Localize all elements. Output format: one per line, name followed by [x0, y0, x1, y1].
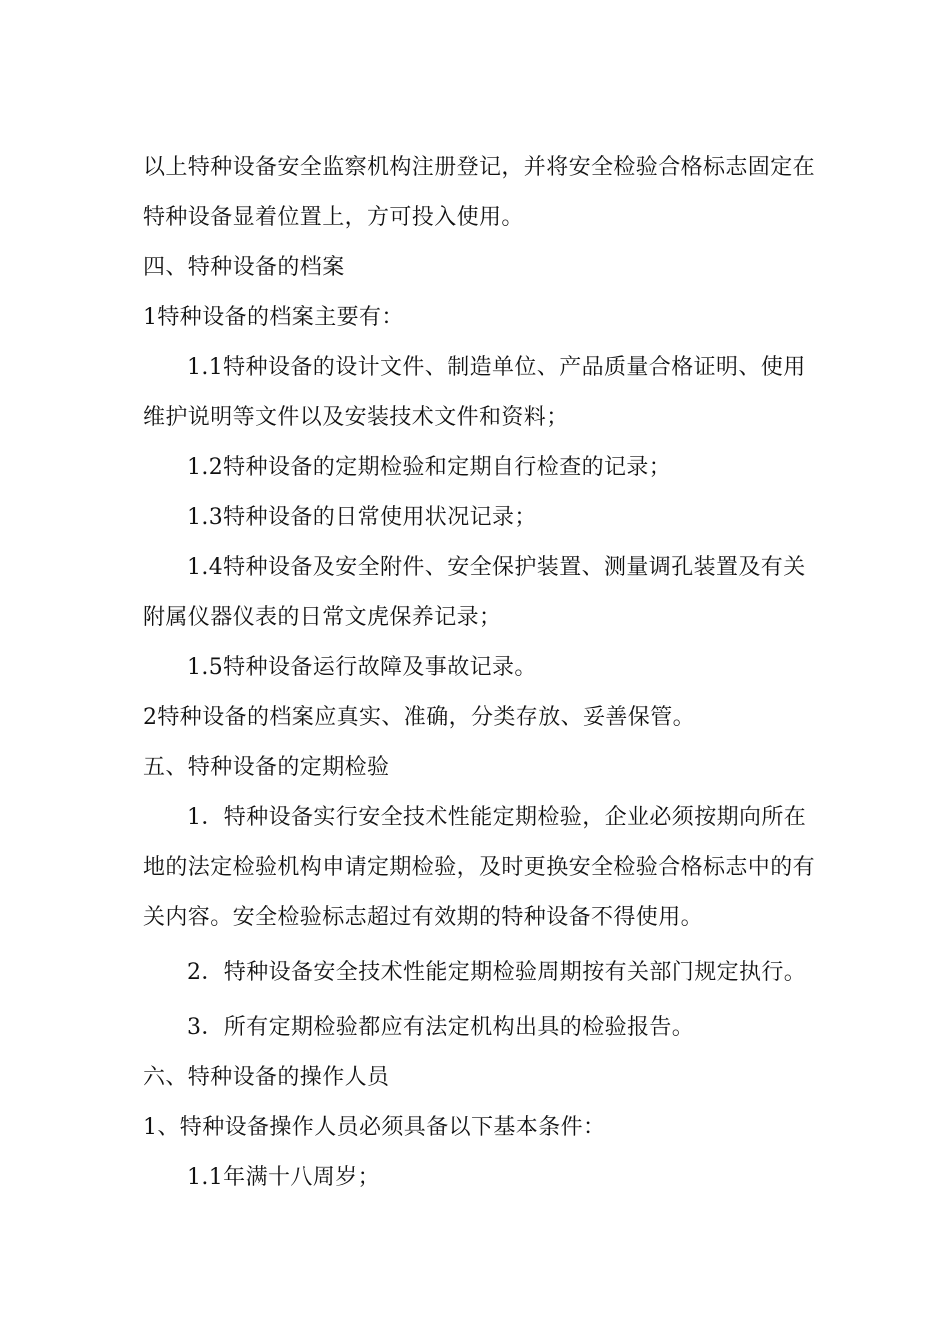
text-line-20: 1、特种设备操作人员必须具备以下基本条件：: [143, 1115, 606, 1140]
text-line-11: 1.5特种设备运行故障及事故记录。: [187, 655, 537, 680]
text-line-16: 关内容。安全检验标志超过有效期的特种设备不得使用。: [143, 905, 704, 930]
text-line-4: 1特种设备的档案主要有：: [143, 305, 404, 330]
text-line-21: 1.1年满十八周岁；: [187, 1165, 380, 1190]
text-line-17: 2．特种设备安全技术性能定期检验周期按有关部门规定执行。: [187, 960, 807, 985]
text-line-7: 1.2特种设备的定期检验和定期自行检查的记录；: [187, 455, 672, 480]
text-line-12: 2特种设备的档案应真实、准确，分类存放、妥善保管。: [143, 705, 695, 730]
text-line-8: 1.3特种设备的日常使用状况记录；: [187, 505, 537, 530]
section-heading-4: 四、特种设备的档案: [143, 255, 345, 280]
text-line-14: 1．特种设备实行安全技术性能定期检验，企业必须按期向所在: [187, 805, 807, 830]
text-line-15: 地的法定检验机构申请定期检验，及时更换安全检验合格标志中的有: [143, 855, 816, 880]
text-line-9: 1.4特种设备及安全附件、安全保护装置、测量调孔装置及有关: [187, 555, 806, 580]
text-line-10: 附属仪器仪表的日常文虎保养记录；: [143, 605, 502, 630]
text-line-5: 1.1特种设备的设计文件、制造单位、产品质量合格证明、使用: [187, 355, 806, 380]
section-heading-5: 五、特种设备的定期检验: [143, 755, 390, 780]
text-line-18: 3．所有定期检验都应有法定机构出具的检验报告。: [187, 1015, 695, 1040]
text-line-6: 维护说明等文件以及安装技术文件和资料；: [143, 405, 569, 430]
text-line-1: 以上特种设备安全监察机构注册登记，并将安全检验合格标志固定在: [143, 155, 816, 180]
section-heading-6: 六、特种设备的操作人员: [143, 1065, 390, 1090]
text-line-2: 特种设备显着位置上，方可投入使用。: [143, 205, 524, 230]
